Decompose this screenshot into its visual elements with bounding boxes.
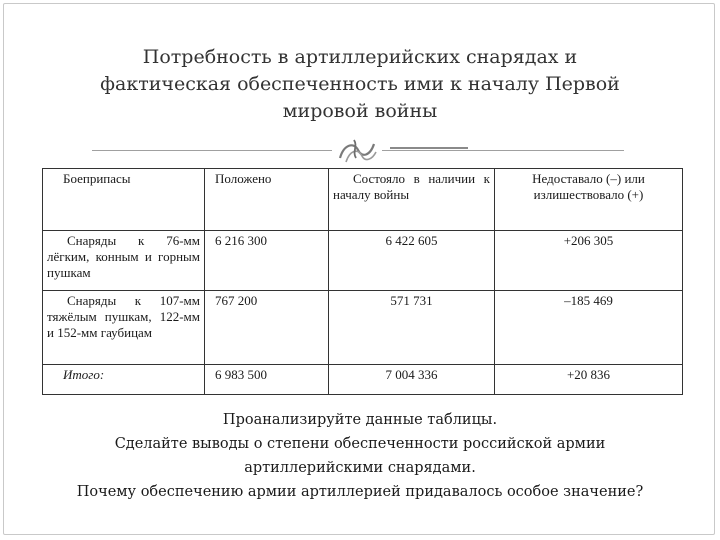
row-2-ammo: Снаряды к 107-мм тяжёлым пушкам, 122-мм и 152-мм гаубицам <box>43 291 205 365</box>
row-2-diff: –185 469 <box>495 291 683 365</box>
slide-title <box>60 44 660 125</box>
questions-block <box>60 408 660 504</box>
total-diff: +20 836 <box>495 365 683 395</box>
ammunition-table <box>42 168 683 395</box>
question-3: Почему обеспечению армии артиллерией придавалось особое значение? <box>76 484 644 500</box>
header-diff: Недоставало (–) или излишествовало (+) <box>495 169 683 231</box>
row-1-diff: +206 305 <box>495 231 683 291</box>
row-1-required: 6 216 300 <box>205 231 329 291</box>
question-2: Сделайте выводы о степени обеспеченности российской армии артиллерийскими снарядами. <box>114 436 606 476</box>
header-available: Состояло в наличии к началу войны <box>329 169 495 231</box>
header-required: Положено <box>205 169 329 231</box>
total-available: 7 004 336 <box>329 365 495 395</box>
total-required: 6 983 500 <box>205 365 329 395</box>
divider-right <box>382 150 624 151</box>
title-line-2: фактическая обеспеченность ими к началу Первой <box>100 73 620 95</box>
row-1-ammo: Снаряды к 76-мм лёгким, конным и горным пушкам <box>43 231 205 291</box>
table-row <box>43 291 683 365</box>
row-1-available: 6 422 605 <box>329 231 495 291</box>
header-ammo: Боеприпасы <box>43 169 205 231</box>
row-2-required: 767 200 <box>205 291 329 365</box>
title-line-1: Потребность в артиллерийских снарядах и <box>142 46 578 68</box>
scroll-ornament-icon <box>336 136 380 166</box>
total-label: Итого: <box>43 365 205 395</box>
table-header-row <box>43 169 683 231</box>
table-total-row <box>43 365 683 395</box>
divider-accent <box>390 147 468 149</box>
divider-left <box>92 150 332 151</box>
table-row <box>43 231 683 291</box>
row-2-available: 571 731 <box>329 291 495 365</box>
question-1: Проанализируйте данные таблицы. <box>222 412 498 428</box>
title-line-3: мировой войны <box>282 100 438 122</box>
